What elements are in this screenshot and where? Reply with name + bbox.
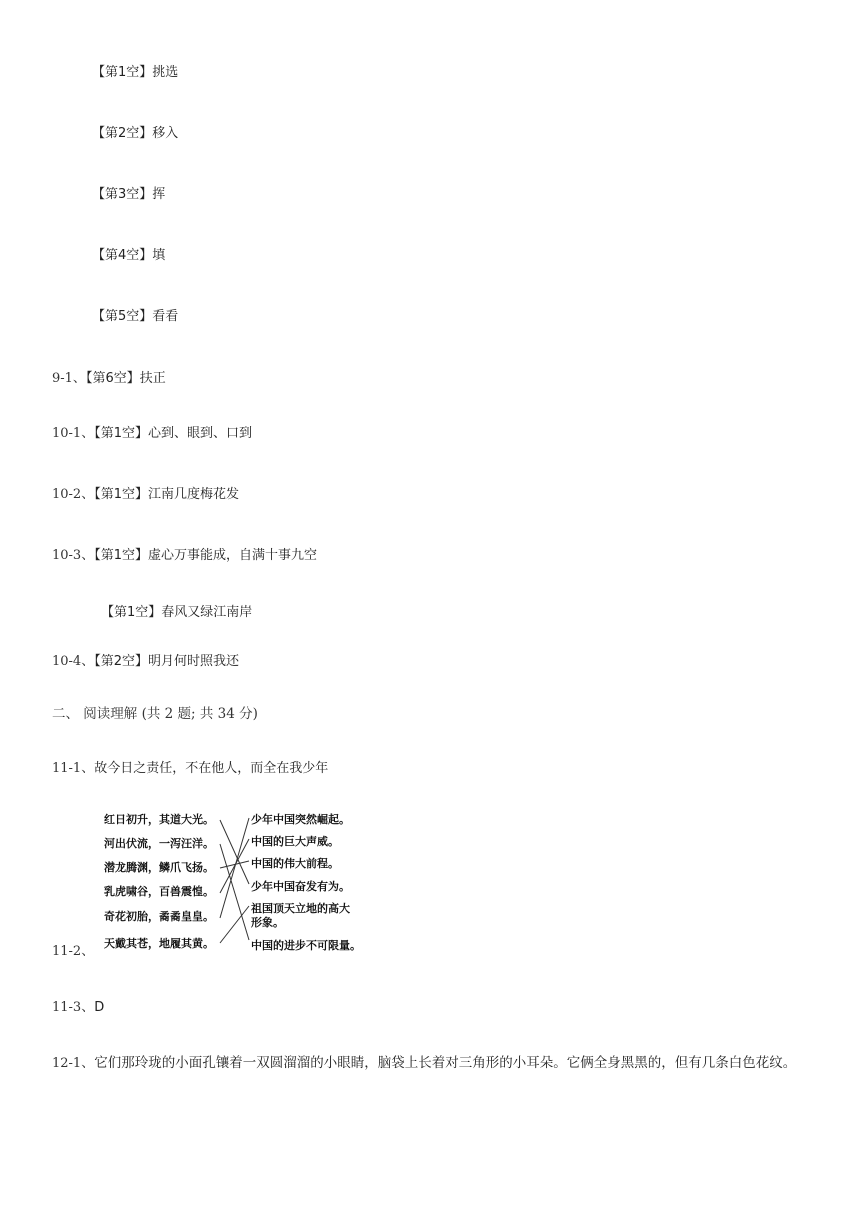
section-heading: 二、 阅读理解 (共 2 题; 共 34 分): [52, 706, 258, 722]
blank-text: 扶正: [139, 371, 166, 386]
blank-text: 挥: [152, 187, 166, 202]
question-label-11-2: 11-2、: [52, 944, 95, 959]
match-left-item-5: 奇花初胎，矞矞皇皇。: [104, 910, 214, 923]
question-label: 11-3、: [52, 1000, 95, 1015]
question-label: 11-1、: [52, 761, 95, 776]
match-left-item-1: 红日初升，其道大光。: [104, 813, 214, 826]
blank-tag: 【第4空】: [92, 248, 153, 263]
answer-text: 故今日之责任，不在他人，而全在我少年: [94, 761, 329, 776]
question-label: 10-1、: [52, 426, 95, 441]
blank-tag: 【第2空】: [92, 126, 153, 141]
question-label: 12-1、: [52, 1056, 95, 1071]
blank-text: 看看: [152, 309, 179, 324]
question-label: 10-2、: [52, 487, 95, 502]
blank-tag: 【第1空】: [101, 605, 162, 620]
blank-text: 心到、眼到、口到: [148, 426, 253, 441]
match-right-item-2: 中国的巨大声威。: [251, 835, 339, 848]
match-right-item-3: 中国的伟大前程。: [251, 857, 339, 870]
blank-text: 挑选: [152, 65, 179, 80]
match-right-item-5b: 形象。: [251, 916, 284, 929]
match-left-item-2: 河出伏流，一泻汪洋。: [104, 837, 214, 850]
blank-tag: 【第3空】: [92, 187, 153, 202]
blank-text: 移入: [152, 126, 179, 141]
blank-text: 江南几度梅花发: [148, 487, 240, 502]
blank-tag: 【第6空】: [85, 371, 140, 386]
blank-tag: 【第1空】: [92, 65, 153, 80]
blank-text: 春风又绿江南岸: [161, 605, 253, 620]
blank-text: 填: [152, 248, 166, 263]
answer-text: D: [94, 1000, 105, 1015]
blank-tag: 【第5空】: [92, 309, 153, 324]
match-right-item-5: 祖国顶天立地的高大: [251, 902, 350, 915]
blank-tag: 【第2空】: [94, 654, 148, 669]
answer-row-12-1: [52, 1051, 796, 1071]
blank-tag: 【第1空】: [94, 487, 148, 502]
blank-text: 明月何时照我还: [148, 654, 240, 669]
match-right-item-4: 少年中国奋发有为。: [251, 880, 350, 893]
match-line-2: [220, 844, 249, 940]
question-label: 9-1、: [52, 371, 86, 386]
match-line-1: [220, 820, 249, 884]
answer-row-11-3: [52, 996, 104, 1015]
match-line-5: [220, 818, 249, 918]
match-right-item-1: 少年中国突然崛起。: [251, 813, 350, 826]
match-left-item-6: 天戴其苍，地履其黄。: [104, 937, 214, 950]
match-left-item-4: 乳虎啸谷，百兽震惶。: [104, 885, 214, 898]
match-left-item-3: 潜龙腾渊，鳞爪飞扬。: [104, 861, 214, 874]
question-label: 10-3、: [52, 548, 95, 563]
blank-tag: 【第1空】: [94, 426, 148, 441]
blank-tag: 【第1空】: [94, 548, 148, 563]
answer-text: 它们那玲珑的小面孔镶着一双圆溜溜的小眼睛，脑袋上长着对三角形的小耳朵。它俩全身黑黑的，但有几条白色花纹。: [94, 1055, 797, 1071]
blank-text: 虚心万事能成，自满十事九空: [148, 548, 318, 563]
match-right-item-6: 中国的进步不可限量。: [251, 939, 361, 952]
match-line-4: [220, 839, 249, 893]
question-label: 10-4、: [52, 654, 95, 669]
